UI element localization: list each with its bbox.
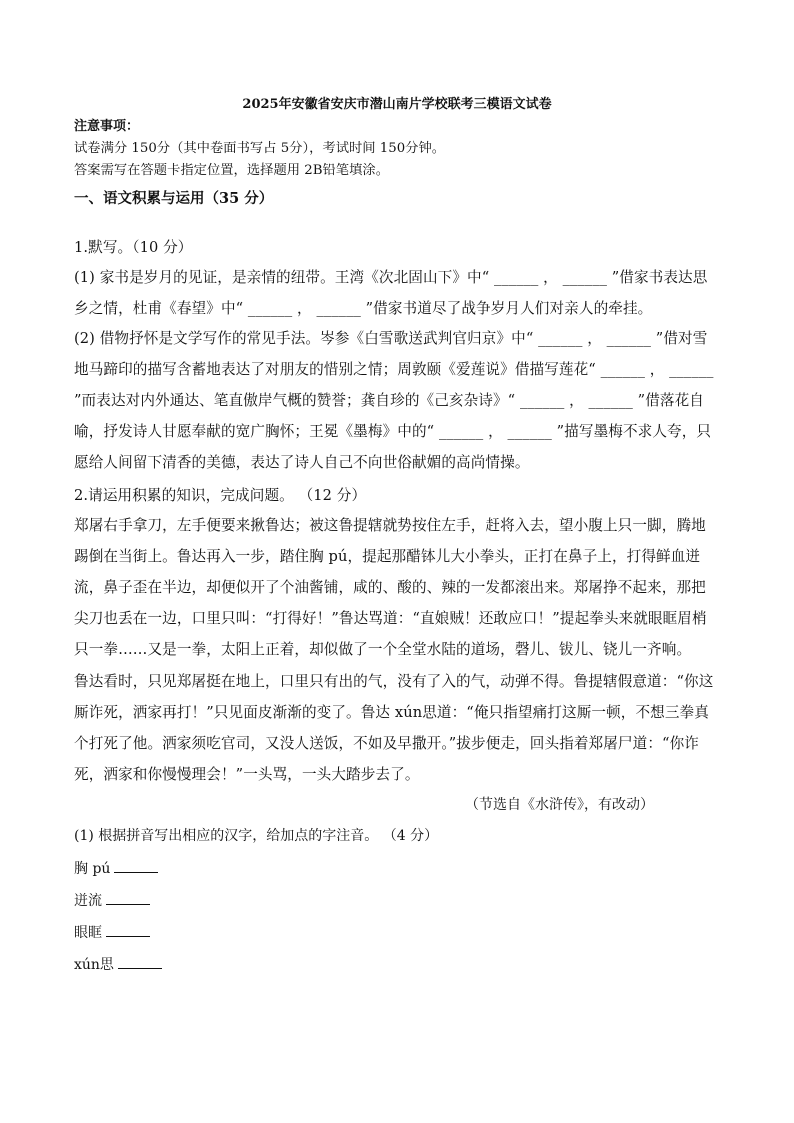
q1-part-2: (2) 借物抒怀是文学写作的常见手法。岑参《白雪歌送武判官归京》中“ ______ ， ______ ”借对雪地马蹄印的描写含蓄地表达了对朋友的惜别之情；周敦颐《爱莲说》借描写莲花“ ______ ， ______ ”而表达对内外通达、笔直傲岸气概的赞誉；龚自珍的《己亥杂诗》“ ______ ， ______ ”借落花自喻，抒发诗人甘愿奉献的宽广胸怀；王冕《墨梅》中的“ ______ ， ______ ”描写墨梅不求人夸，只愿给人间留下清香的美德，表达了诗人自己不向世俗献媚的高尚情操。	[74, 330, 714, 471]
q2-heading: 2.请运用积累的知识，完成问题。 （12 分）	[74, 487, 367, 504]
section-1-heading: 一、语文积累与运用（35 分）	[74, 190, 274, 207]
notice-line-1: 试卷满分 150分（其中卷面书写占 5分），考试时间 150分钟。	[74, 141, 446, 156]
answer-item-label: 迸流	[74, 893, 102, 909]
answer-item-label: 眼眶	[74, 925, 102, 941]
q2-passage-para-1: 郑屠右手拿刀，左手便要来揪鲁达；被这鲁提辖就势按住左手，赶将入去，望小腹上只一脚，腾地踢倒在当街上。鲁达再入一步，踏住胸 pú，提起那醋钵儿大小拳头，正打在鼻子上，打得鲜血迸流，鼻子歪在半边，却便似开了个油酱铺，咸的、酸的、辣的一发都滚出来。郑屠挣不起来，那把尖刀也丢在一边，口里只叫：“打得好！”鲁达骂道：“直娘贼！还敢应口！”提起拳头来就眼眶眉梢只一拳……又是一拳，太阳上正着，却似做了一个全堂水陆的道场，磬儿、钹儿、铙儿一齐响。	[74, 517, 707, 658]
q2-sub1-heading: (1) 根据拼音写出相应的汉字，给加点的字注音。 （4 分）	[74, 828, 439, 844]
answer-item-label: xún思	[74, 957, 114, 973]
answer-item-label: 胸 pú	[74, 861, 111, 877]
answer-blank[interactable]	[114, 858, 158, 873]
passage-source: （节选自《水浒传》，有改动）	[465, 797, 654, 813]
answer-blank[interactable]	[118, 954, 162, 969]
q2-passage-para-2: 鲁达看时，只见郑屠挺在地上，口里只有出的气，没有了入的气，动弹不得。鲁提辖假意道：“你这厮诈死，洒家再打！”只见面皮渐渐的变了。鲁达 xún思道：“俺只指望痛打这厮一顿，不想三拳真个打死了他。洒家须吃官司，又没人送饭，不如及早撒开。”拔步便走，回头指着郑屠尸道：“你诈死，洒家和你慢慢理会！”一头骂，一头大踏步去了。	[74, 673, 714, 783]
q1-heading: 1.默写。（10 分）	[74, 239, 193, 256]
answer-item	[74, 890, 150, 911]
exam-title: 2025年安徽省安庆市潜山南片学校联考三模语文试卷	[242, 97, 552, 112]
answer-blank[interactable]	[106, 922, 150, 937]
answer-blank[interactable]	[106, 890, 150, 905]
q1-part-1: (1) 家书是岁月的见证，是亲情的纽带。王湾《次北固山下》中“ ______ ， ______ ”借家书表达思乡之情，杜甫《春望》中“ ______ ， ______ ”借家书道尽了战争岁月人们对亲人的牵挂。	[74, 269, 708, 317]
answer-item	[74, 922, 150, 943]
notice-heading: 注意事项：	[74, 119, 140, 134]
answer-item	[74, 954, 162, 975]
answer-item	[74, 858, 158, 879]
notice-line-2: 答案需写在答题卡指定位置，选择题用 2B铅笔填涂。	[74, 163, 389, 178]
